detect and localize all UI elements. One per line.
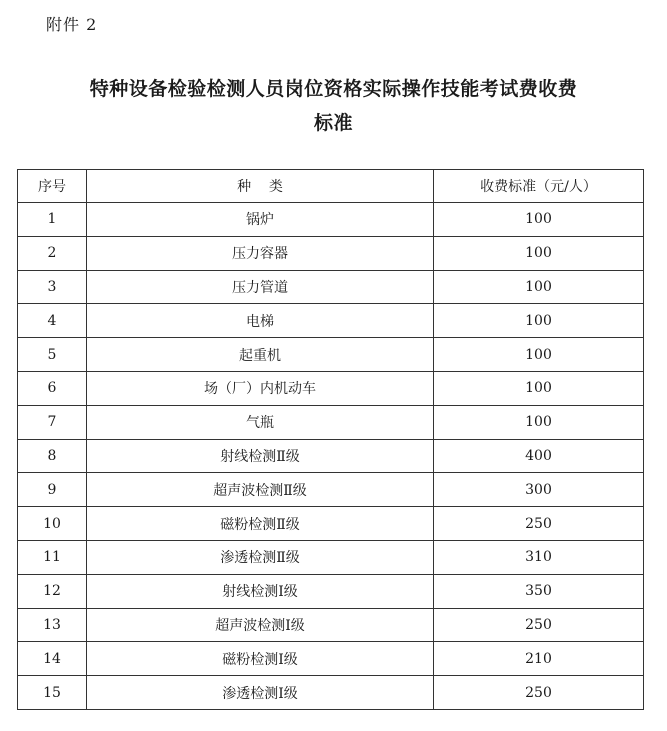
row-category: 超声波检测Ⅱ级: [87, 473, 434, 507]
title-line-1: 特种设备检验检测人员岗位资格实际操作技能考试费收费: [89, 78, 578, 100]
table-row: [18, 574, 644, 608]
row-category: 超声波检测Ⅰ级: [87, 608, 434, 642]
table-row: [18, 473, 644, 507]
table-row: [18, 439, 644, 473]
table-row: [18, 405, 644, 439]
row-fee: 250: [434, 507, 644, 541]
row-index: 4: [18, 304, 87, 338]
row-index: 3: [18, 270, 87, 304]
title-line-2: 标准: [313, 112, 353, 134]
fee-table: [17, 169, 644, 710]
row-index: 6: [18, 371, 87, 405]
table-row: [18, 270, 644, 304]
row-category: 压力容器: [87, 236, 434, 270]
row-fee: 300: [434, 473, 644, 507]
row-index: 11: [18, 540, 87, 574]
table-row: [18, 371, 644, 405]
row-fee: 400: [434, 439, 644, 473]
row-fee: 310: [434, 540, 644, 574]
row-category: 气瓶: [87, 405, 434, 439]
table-row: [18, 540, 644, 574]
row-category: 电梯: [87, 304, 434, 338]
row-index: 9: [18, 473, 87, 507]
table-header-row: [18, 170, 644, 203]
row-category: 渗透检测Ⅰ级: [87, 676, 434, 710]
row-category: 渗透检测Ⅱ级: [87, 540, 434, 574]
attachment-label: 附件 2: [46, 15, 98, 34]
row-fee: 210: [434, 642, 644, 676]
table-row: [18, 608, 644, 642]
row-fee: 100: [434, 405, 644, 439]
row-fee: 100: [434, 304, 644, 338]
row-index: 5: [18, 338, 87, 372]
row-index: 14: [18, 642, 87, 676]
table-row: [18, 338, 644, 372]
table-row: [18, 676, 644, 710]
header-index: 序号: [18, 170, 87, 203]
row-category: 锅炉: [87, 203, 434, 237]
row-index: 2: [18, 236, 87, 270]
table-row: [18, 507, 644, 541]
table-row: [18, 203, 644, 237]
row-fee: 100: [434, 203, 644, 237]
header-fee: 收费标准（元/人）: [434, 170, 644, 203]
row-category: 射线检测Ⅱ级: [87, 439, 434, 473]
row-category: 压力管道: [87, 270, 434, 304]
row-index: 13: [18, 608, 87, 642]
table-row: [18, 236, 644, 270]
row-index: 7: [18, 405, 87, 439]
row-fee: 350: [434, 574, 644, 608]
row-index: 10: [18, 507, 87, 541]
table-row: [18, 304, 644, 338]
document-title: [20, 72, 647, 140]
table-row: [18, 642, 644, 676]
row-index: 15: [18, 676, 87, 710]
row-index: 8: [18, 439, 87, 473]
header-category: 种 类: [87, 170, 434, 203]
row-category: 起重机: [87, 338, 434, 372]
row-index: 1: [18, 203, 87, 237]
row-category: 射线检测Ⅰ级: [87, 574, 434, 608]
row-fee: 100: [434, 236, 644, 270]
row-fee: 100: [434, 371, 644, 405]
row-category: 磁粉检测Ⅰ级: [87, 642, 434, 676]
row-fee: 100: [434, 270, 644, 304]
row-fee: 100: [434, 338, 644, 372]
row-category: 磁粉检测Ⅱ级: [87, 507, 434, 541]
row-fee: 250: [434, 608, 644, 642]
row-fee: 250: [434, 676, 644, 710]
row-category: 场（厂）内机动车: [87, 371, 434, 405]
row-index: 12: [18, 574, 87, 608]
